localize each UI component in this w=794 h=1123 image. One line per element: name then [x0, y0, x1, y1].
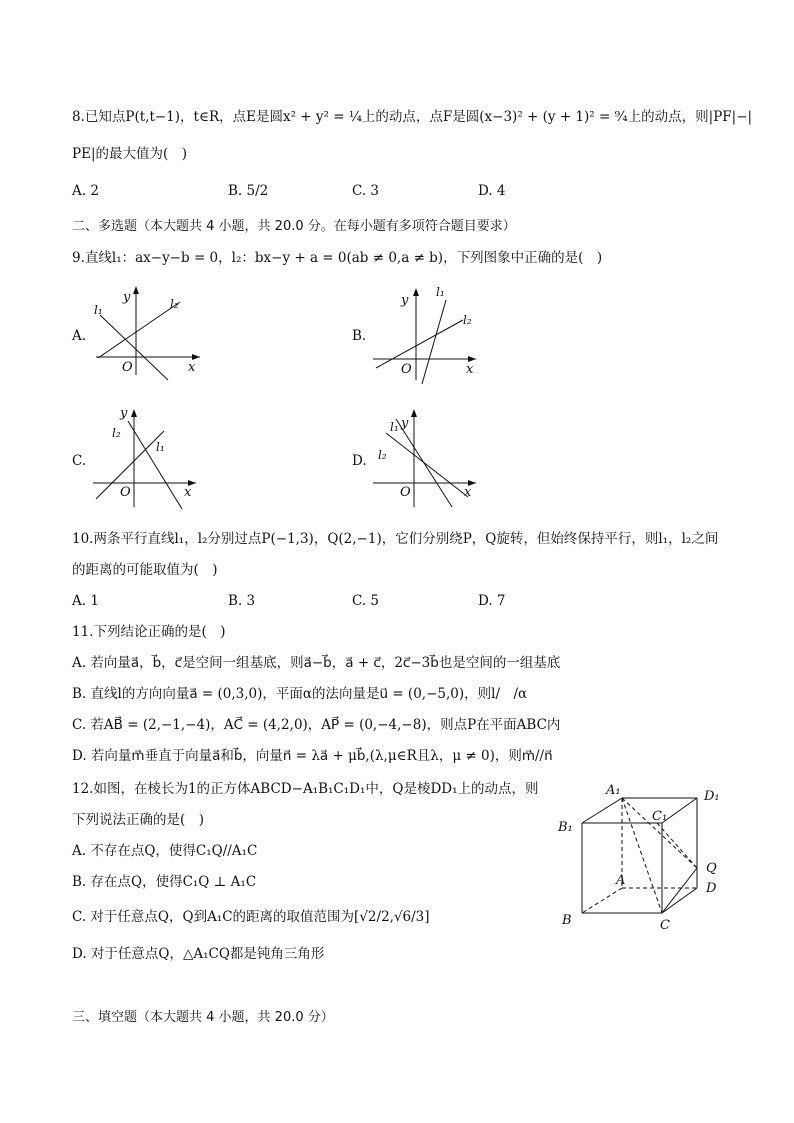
- cube-label-b: B: [562, 913, 572, 928]
- q10-choice-c: C. 5: [352, 593, 380, 609]
- q8-choice-c: C. 3: [352, 183, 380, 199]
- q9-graph-d: [368, 403, 483, 513]
- cube-label-d1: D₁: [704, 789, 720, 804]
- q9-b-y-label: y: [401, 293, 409, 308]
- q9-d-l2-label: l₂: [378, 448, 387, 462]
- q9-d-l1-label: l₁: [390, 420, 399, 434]
- q9-c-y-label: y: [120, 406, 128, 421]
- q9-c-x-label: x: [184, 485, 192, 500]
- q10-choice-b: B. 3: [228, 593, 256, 609]
- q9-b-x-label: x: [466, 362, 474, 377]
- q9-graph-b: [368, 280, 483, 385]
- q9-c-origin-label: O: [120, 485, 131, 500]
- q9-d-origin-label: O: [400, 485, 411, 500]
- q9-d-x-label: x: [464, 485, 472, 500]
- section-heading-fill-in: 三、填空题（本大题共 4 小题，共 20.0 分）: [72, 1010, 334, 1025]
- q8-line1: 8.已知点P(t,t−1)，t∈R，点E是圆x² + y² = ¼上的动点，点F是圆(x−3)² + (y + 1)² = ⁹⁄₄上的动点，则|PF|−|: [72, 109, 753, 125]
- q8-choice-a: A. 2: [72, 183, 99, 199]
- q9-b-l1-label: l₁: [436, 285, 445, 299]
- q11-option-c: C. 若AB⃗ = (2,−1,−4)，AC⃗ = (4,2,0)，AP⃗ = (0,−4,−8)，则点P在平面ABC内: [72, 717, 561, 733]
- q9-a-l2-label: l₂: [170, 297, 179, 311]
- q12-line2: 下列说法正确的是( ): [72, 812, 205, 828]
- q10-choice-d: D. 7: [478, 593, 506, 609]
- cube-label-d: D: [706, 881, 717, 896]
- cube-label-c: C: [660, 918, 670, 933]
- q9-b-origin-label: O: [401, 362, 412, 377]
- q9-label-a: A.: [72, 328, 87, 344]
- q9-graph-c: [88, 403, 203, 513]
- cube-label-c1: C₁: [652, 809, 668, 824]
- q9-a-l1-label: l₁: [94, 303, 103, 317]
- q9-b-l2-label: l₂: [463, 313, 472, 327]
- q10-line2: 的距离的可能取值为( ): [72, 562, 218, 578]
- q8-choice-b: B. 5/2: [228, 183, 269, 199]
- cube-label-b1: B₁: [558, 820, 573, 835]
- q11-stem: 11.下列结论正确的是( ): [72, 624, 226, 640]
- q9-c-l1-label: l₁: [156, 440, 165, 454]
- cube-figure: [552, 778, 732, 936]
- q12-option-c: C. 对于任意点Q，Q到A₁C的距离的取值范围为[√2/2,√6/3]: [72, 909, 430, 925]
- q9-a-x-label: x: [188, 360, 196, 375]
- q9-d-y-label: y: [401, 416, 409, 431]
- q9-c-l2-label: l₂: [112, 426, 121, 440]
- q12-option-a: A. 不存在点Q，使得C₁Q//A₁C: [72, 843, 258, 859]
- cube-label-a1: A₁: [606, 783, 621, 798]
- q9-stem: 9.直线l₁：ax−y−b = 0，l₂：bx−y + a = 0(ab ≠ 0,a ≠ b)，下列图象中正确的是( ): [72, 250, 603, 266]
- q10-line1: 10.两条平行直线l₁，l₂分别过点P(−1,3)，Q(2,−1)，它们分别绕P，Q旋转，但始终保持平行，则l₁，l₂之间: [72, 531, 719, 547]
- q9-label-b: B.: [352, 328, 367, 344]
- cube-label-q: Q: [706, 861, 717, 876]
- q11-option-b: B. 直线l的方向向量a⃗ = (0,3,0)，平面α的法向量是u⃗ = (0,−5,0)，则l/ /α: [72, 686, 528, 702]
- q12-line1: 12.如图，在棱长为1的正方体ABCD−A₁B₁C₁D₁中，Q是棱DD₁上的动点，则: [72, 781, 539, 797]
- q9-label-d: D.: [352, 453, 367, 469]
- q11-option-a: A. 若向量a⃗，b⃗，c⃗是空间一组基底，则a⃗−b⃗，a⃗ + c⃗，2c⃗−3b⃗也是空间的一组基底: [72, 655, 561, 671]
- q10-choice-a: A. 1: [72, 593, 99, 609]
- q8-choice-d: D. 4: [478, 183, 506, 199]
- q9-graph-a: [88, 280, 213, 380]
- q9-label-c: C.: [72, 453, 87, 469]
- q11-option-d: D. 若向量m⃗垂直于向量a⃗和b⃗，向量n⃗ = λa⃗ + μb⃗,(λ,μ∈R且λ，μ ≠ 0)，则m⃗//n⃗: [72, 748, 553, 764]
- q9-a-y-label: y: [123, 290, 131, 305]
- q8-line2: PE|的最大值为( ): [72, 146, 188, 162]
- section-heading-multiple-choice: 二、多选题（本大题共 4 小题，共 20.0 分。在每小题有多项符合题目要求）: [72, 219, 516, 234]
- q12-option-d: D. 对于任意点Q，△A₁CQ都是钝角三角形: [72, 946, 325, 962]
- q12-option-b: B. 存在点Q，使得C₁Q ⊥ A₁C: [72, 874, 257, 890]
- q9-a-origin-label: O: [122, 360, 133, 375]
- cube-label-a: A: [616, 873, 626, 888]
